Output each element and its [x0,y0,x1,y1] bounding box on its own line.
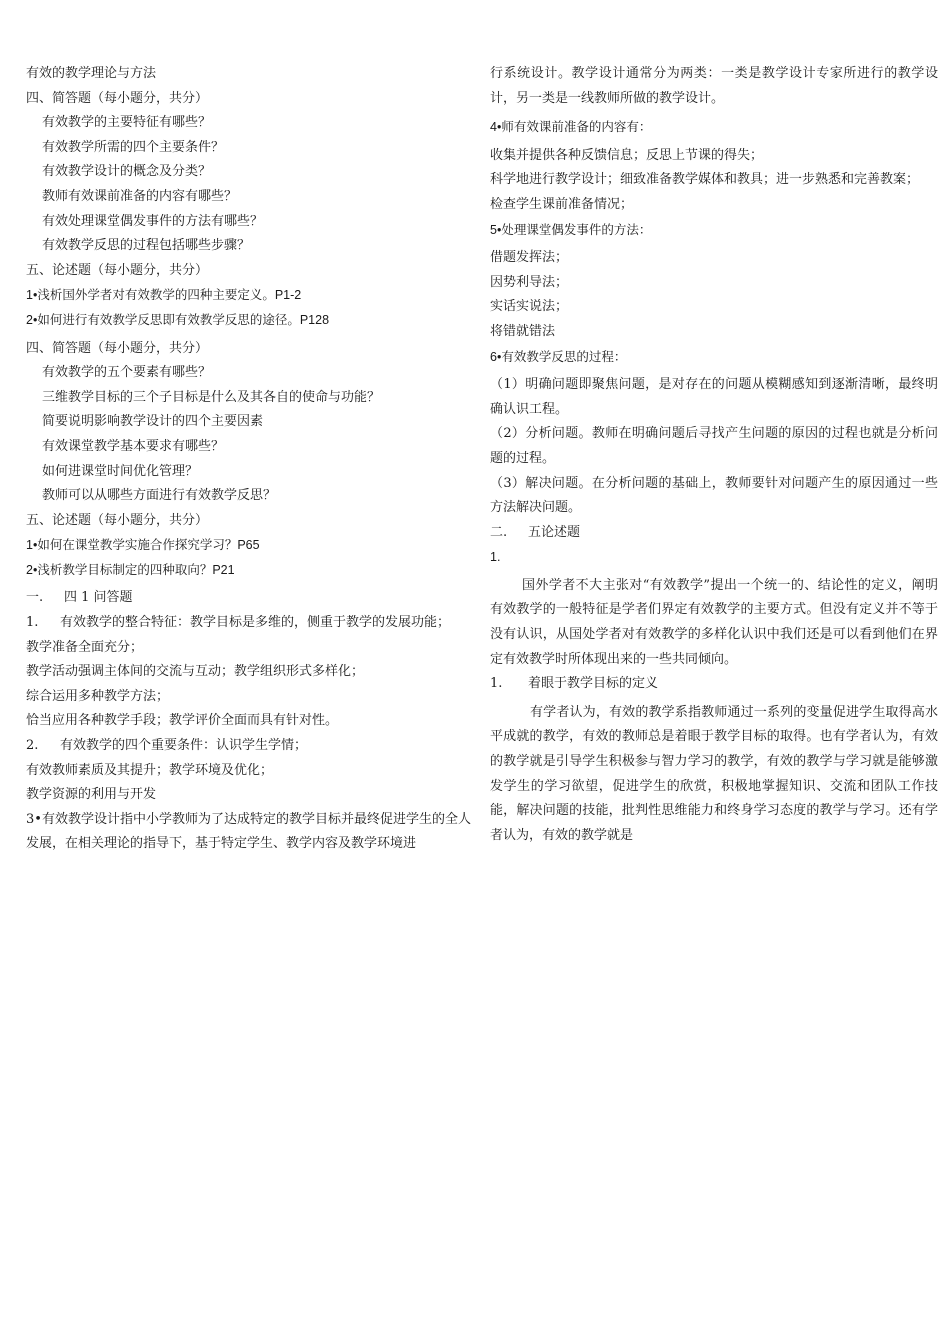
answer-paragraph: （3）解决问题。在分析问题的基础上，教师要针对问题产生的原因通过一些方法解决问题。 [490,475,938,516]
section-heading: 五、论述题（每小题分，共分） [26,512,209,528]
question-item: 三维教学目标的三个子目标是什么及其各自的使命与功能？ [42,389,381,405]
answer-line: 恰当应用各种教学手段；教学评价全面而具有针对性。 [26,713,339,729]
right-column [490,62,938,848]
answer-line: 借题发挥法； [490,250,569,266]
question-item: 有效课堂教学基本要求有哪些？ [42,438,225,454]
heading-number: 二. [490,524,508,540]
answer-paragraph: 行系统设计。教学设计通常分为两类：一类是教学设计专家所进行的教学设计，另一类是一线教师所做的教学设计。 [490,66,938,106]
answer-heading: 6•有效教学反思的过程： [490,349,627,364]
answer-paragraph: 国外学者不大主张对“有效教学”提出一个统一的、结论性的定义，阐明有效教学的一般特征是学者们界定有效教学的主要方式。但没有定义并不等于没有认识，从国处学者对有效教学的多样化认识中我们还是可以看到他们在界定有效教学时所体现出来的一些共同倾向。 [490,577,938,667]
essay-item: 1•浅析国外学者对有效教学的四种主要定义。P1-2 [26,288,302,303]
left-column [26,62,471,857]
answer-paragraph: 3•有效教学设计指中小学教师为了达成特定的教学目标并最终促进学生的全人发展，在相关理论的指导下，基于特定学生、教学内容及教学环境进 [26,811,471,852]
answer-paragraph: （2）分析问题。教师在明确问题后寻找产生问题的原因的过程也就是分析问题的过程。 [490,426,938,466]
answer-line: 教学活动强调主体间的交流与互动；教学组织形式多样化； [26,664,365,680]
section-heading [490,521,938,546]
answer-number: 1. [26,615,39,631]
question-item: 有效教学设计的概念及分类？ [42,164,212,180]
question-item: 有效教学的主要特征有哪些？ [42,115,212,131]
answer-heading [26,586,471,611]
section-heading: 五、论述题（每小题分，共分） [26,262,209,278]
question-item: 有效教学反思的过程包括哪些步骤？ [42,238,251,254]
question-item: 有效教学的五个要素有哪些？ [42,365,212,381]
answer-heading: 5•处理课堂偶发事件的方法： [490,222,652,237]
answer-line: 综合运用多种教学方法； [26,688,170,704]
question-item: 有效处理课堂偶发事件的方法有哪些？ [42,213,264,229]
sub-number: 1. [490,550,501,565]
sub-heading [490,672,938,697]
answer-line [26,611,471,636]
answer-line [26,734,471,759]
answer-line: 检查学生课前准备情况； [490,196,634,212]
question-item: 简要说明影响教学设计的四个主要因素 [42,414,264,430]
answer-line: 有效教师素质及其提升；教学环境及优化； [26,762,274,778]
answer-line: 将错就错法 [490,323,556,339]
answer-paragraph: （1）明确问题即聚焦问题，是对存在的问题从模糊感知到逐渐清晰，最终明确认识工程。 [490,377,938,417]
answer-line: 科学地进行教学设计；细致准备教学媒体和教具；进一步熟悉和完善教案； [490,172,920,188]
heading-text: 五论述题 [528,524,581,540]
question-item: 教师有效课前准备的内容有哪些？ [42,188,238,204]
section-heading: 四、简答题（每小题分，共分） [26,340,209,356]
answer-paragraph: 有学者认为，有效的教学系指教师通过一系列的变量促进学生取得高水平成就的教学，有效的教师总是着眼于教学目标的取得。也有学者认为，有效的教学就是引导学生积极参与智力学习的教学，有效的教学与学习就是能够激发学生的学习欲望，促进学生的欣赏，积极地掌握知识、交流和团队工作技能，解决问题的技能，批判性思维能力和终身学习态度的教学与学习。还有学者认为，有效的教学就是 [490,704,938,843]
answer-line: 教学资源的利用与开发 [26,787,157,803]
heading-number: 1. [490,676,503,692]
essay-item: 1•如何在课堂教学实施合作探究学习？P65 [26,538,260,553]
answer-line: 教学准备全面充分； [26,639,144,655]
answer-text: 有效教学的整合特征：教学目标是多维的，侧重于教学的发展功能； [60,615,451,631]
answer-line: 收集并提供各种反馈信息；反思上节课的得失； [490,147,764,163]
answer-line: 实话实说法； [490,299,569,315]
heading-number: 一. [26,590,44,606]
section-heading: 四、简答题（每小题分，共分） [26,90,209,106]
essay-item: 2•浅析教学目标制定的四种取向？P21 [26,562,235,577]
answer-heading: 4•师有效课前准备的内容有： [490,120,652,135]
heading-text: 四 1 问答题 [64,590,133,606]
question-item: 教师可以从哪些方面进行有效教学反思？ [42,488,277,504]
answer-text: 有效教学的四个重要条件：认识学生学情； [60,738,308,754]
essay-item: 2•如何进行有效教学反思即有效教学反思的途径。P128 [26,312,330,327]
answer-line: 因势利导法； [490,274,569,290]
document-title: 有效的教学理论与方法 [26,66,157,81]
heading-text: 着眼于教学目标的定义 [528,676,659,692]
question-item: 如何进课堂时间优化管理？ [42,463,199,479]
question-item: 有效教学所需的四个主要条件？ [42,139,225,155]
answer-number: 2. [26,738,39,754]
